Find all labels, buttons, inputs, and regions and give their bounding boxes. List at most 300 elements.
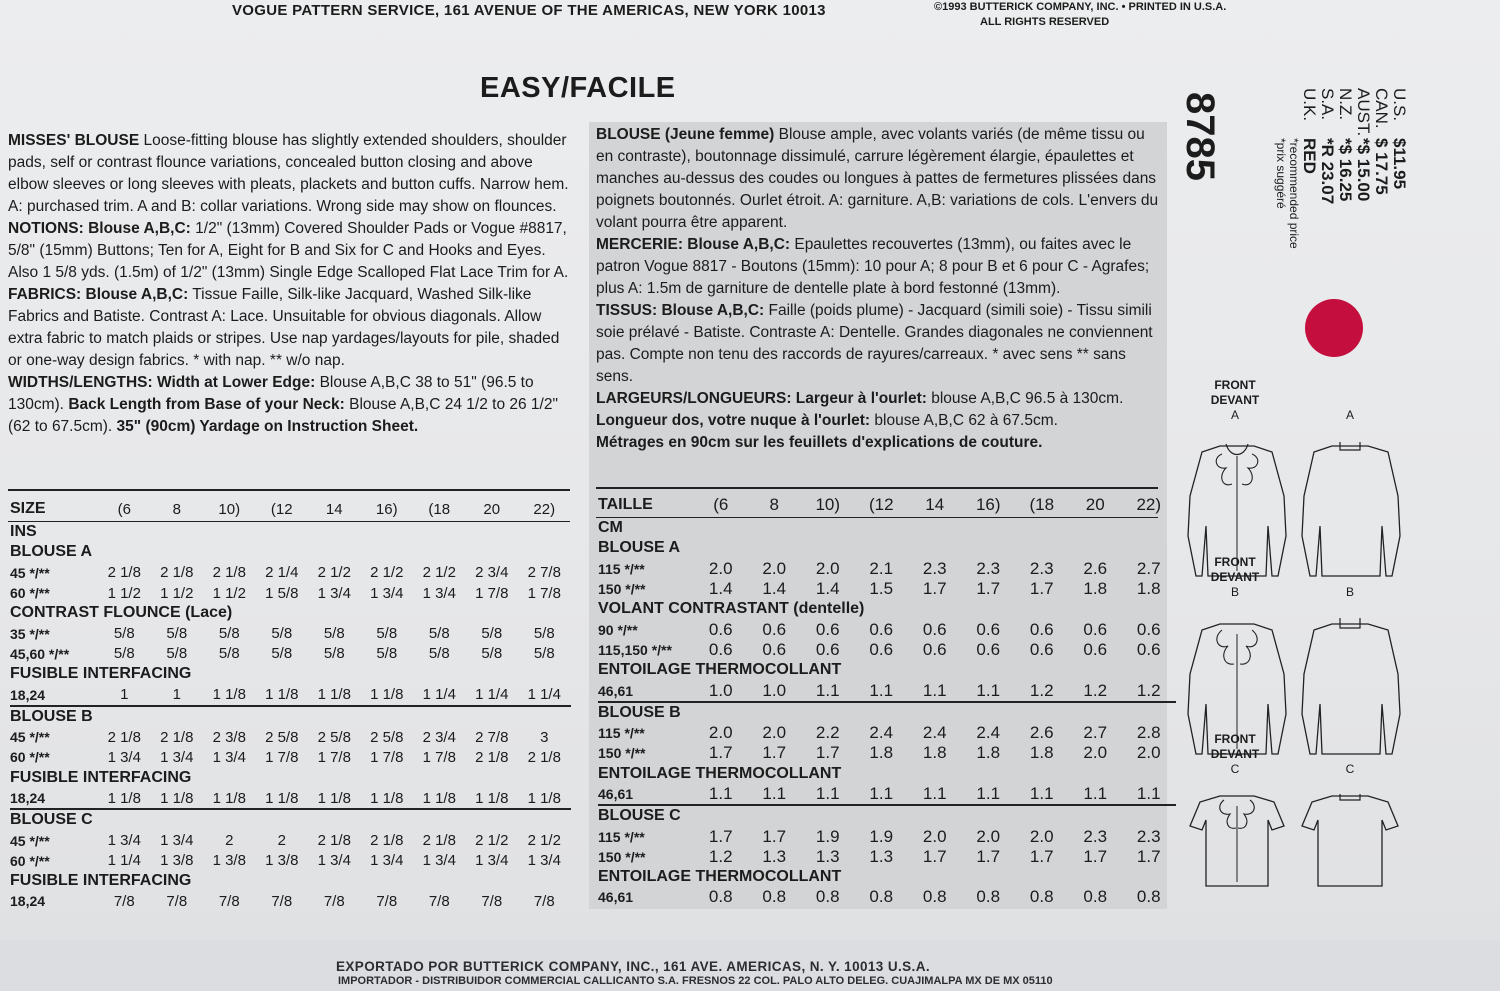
en-table-cell: 7/8	[428, 892, 450, 910]
en-table-row-label: 60 */**	[10, 852, 50, 869]
en-table-cell: 2 3/8	[212, 728, 246, 746]
fr-table-top-rule	[596, 487, 1158, 489]
en-table-section-label: BLOUSE B	[10, 706, 571, 727]
fr-table-row-label: 150 */**	[598, 745, 646, 762]
en-table-data-row	[10, 684, 571, 705]
en-table-cell: 1 1/4	[422, 686, 456, 704]
fr-table-section-row	[598, 764, 1176, 784]
en-table-size-label: SIZE	[10, 500, 46, 517]
view-c-devant-text: DEVANT	[1210, 747, 1260, 761]
fr-table-cell: 2.0	[1083, 743, 1108, 763]
en-table-cell: 7/8	[323, 892, 345, 910]
fr-table-cell: 1.8	[1029, 743, 1054, 763]
en-table-cell: 5/8	[428, 625, 450, 643]
en-table-section-label: BLOUSE A	[10, 543, 93, 561]
header-copyright	[934, 0, 1226, 30]
fr-table-cell: 1.2	[1083, 680, 1108, 700]
fr-largeurs-paragraph	[596, 388, 1162, 410]
fr-tissus-text: Faille (poids plume) - Jacquard (simili soie) - Tissu simili soie prélavé - Batiste. Contraste A: Dentelle. Grandes diagonales ne conviennent pas. Compte non tenu des raccords de rayures/carreaux. * avec sens ** sans sens.	[596, 302, 1153, 385]
fr-table-cell: 2.3	[922, 558, 947, 578]
price-can-label: CAN.	[1372, 88, 1391, 129]
en-table-cell: 1 3/4	[422, 584, 456, 602]
en-table-cell: 1 3/8	[160, 852, 194, 870]
price-uk: RED	[1300, 138, 1319, 174]
en-table-cell: 1 1/8	[527, 789, 561, 807]
en-notions-text: 1/2" (13mm) Covered Shoulder Pads or Vogue #8817, 5/8" (15mm) Buttons; Ten for A, Eight for B and Six for C and Hooks and Eyes. Also 1 5/8 yds. (1.5m) of 1/2" (13mm) Single Edge Scalloped Flat Lace Trim for A.	[8, 220, 569, 281]
view-c-front-text: FRONT	[1214, 732, 1256, 746]
fr-table-cell: 0.8	[815, 887, 840, 907]
fr-table-cell: 1.1	[815, 784, 840, 803]
en-table-cell: 2 1/8	[160, 564, 194, 582]
fr-table-cell: 2.6	[1083, 558, 1108, 578]
en-fabrics-paragraph	[8, 284, 570, 372]
fr-table-cell: 0.6	[815, 619, 840, 639]
price-uk-label: U.K.	[1300, 88, 1319, 122]
fr-table-section-row	[598, 599, 1176, 619]
en-table-cell: 5/8	[271, 625, 293, 643]
en-table-size-2: 10)	[218, 500, 241, 518]
fr-table-size-8: 22)	[1136, 495, 1162, 514]
fr-table-cell: 1.7	[1083, 846, 1108, 866]
fr-longueur-text: blouse A,B,C 62 à 67.5cm.	[870, 412, 1058, 429]
fr-table-data-row	[598, 723, 1176, 743]
fr-table-row-label: 150 */**	[598, 848, 646, 865]
fr-table-section-row	[598, 518, 1176, 538]
fr-table-cell: 1.4	[815, 579, 840, 599]
fr-table-row-label: 46,61	[598, 786, 634, 802]
en-table-section-row	[10, 664, 571, 684]
view-c-front-label	[1200, 732, 1270, 777]
en-table-data-row	[10, 830, 571, 850]
fr-table-row-label: 115 */**	[598, 725, 645, 742]
fr-table-cell: 2.3	[1083, 826, 1108, 846]
view-b-back	[1302, 618, 1400, 754]
fr-largeurs-text: blouse A,B,C 96.5 à 130cm.	[926, 390, 1124, 407]
fr-table-section-label: CM	[598, 519, 623, 537]
en-table-cell: 2 1/2	[422, 564, 456, 582]
fr-table-data-row	[598, 559, 1176, 579]
fr-table-cell: 1.3	[869, 846, 894, 866]
en-back-label: Back Length from Base of your Neck:	[68, 396, 345, 413]
fr-table-row-label: 46,61	[598, 682, 634, 699]
fr-table-cell: 1.7	[762, 826, 787, 846]
fr-table-cell: 2.0	[1136, 743, 1161, 763]
en-table-data-row	[10, 747, 571, 767]
en-table-cell: 1 7/8	[422, 748, 456, 766]
view-a-front-label	[1200, 378, 1270, 423]
en-blouse-text: Loose-fitting blouse has slightly extended shoulders, shoulder pads, self or contrast flounce variations, concealed button closing and above elbow sleeves or long sleeves with pleats, plackets and button cuffs. Narrow hem. A: purchased trim. A and B: collar variations. Wrong side may show on flounces.	[8, 132, 569, 215]
view-sketches	[1182, 376, 1422, 896]
fr-table-section-row	[598, 867, 1176, 887]
en-table-cell: 5/8	[218, 625, 240, 643]
price-can-row	[1372, 88, 1390, 249]
price-aust: *$ 15.00	[1354, 138, 1373, 202]
rights-line: ALL RIGHTS RESERVED	[980, 16, 1110, 28]
price-note-en: *recommended price	[1287, 138, 1301, 249]
french-description	[596, 124, 1162, 454]
fr-table-section-label: BLOUSE B	[598, 702, 1176, 723]
en-table-cell: 1 3/8	[212, 852, 246, 870]
en-table-cell: 1 1/8	[212, 686, 246, 704]
fr-table-cell: 1.7	[976, 579, 1001, 599]
fr-table-cell: 0.6	[1083, 619, 1108, 639]
en-notions-label: NOTIONS: Blouse A,B,C:	[8, 220, 191, 237]
en-table-cell: 1 3/4	[160, 748, 194, 766]
fr-table-cell: 1.1	[869, 680, 894, 700]
en-table-cell: 1 7/8	[265, 748, 299, 766]
en-table-cell: 5/8	[481, 645, 503, 663]
en-table-cell: 1 3/4	[317, 584, 351, 602]
en-table-row-label: 45,60 */**	[10, 645, 70, 662]
fr-table-cell: 1.1	[815, 680, 840, 700]
en-table-cell: 2	[225, 832, 234, 850]
fr-table-cell: 1.1	[708, 784, 733, 803]
en-table-cell: 1 3/8	[265, 852, 299, 870]
en-table-data-row	[10, 727, 571, 747]
en-blouse-paragraph	[8, 130, 570, 218]
fr-table-cell: 0.6	[976, 639, 1001, 659]
fr-mercerie-text: Epaulettes recouvertes (13mm), ou faites avec le patron Vogue 8817 - Boutons (15mm): 10 pour A; 8 pour B et 6 pour C - Agrafes; plus A: 1.5m de garniture de dentelle plate à bord festonné (13mm).	[596, 236, 1150, 297]
en-table-cell: 2 1/8	[527, 748, 561, 766]
en-table-cell: 2 1/2	[317, 564, 351, 582]
en-table-cell: 5/8	[113, 645, 135, 663]
en-table-section-label: FUSIBLE INTERFACING	[10, 768, 192, 786]
en-table-row-label: 45 */**	[10, 832, 50, 849]
en-table-cell: 2	[277, 832, 286, 850]
en-table-cell: 5/8	[323, 645, 345, 663]
en-table-cell: 2 1/8	[422, 832, 456, 850]
fr-longueur-label: Longueur dos, votre nuque à l'ourlet:	[596, 412, 871, 429]
en-table-row-label: 60 */**	[10, 585, 50, 602]
en-table-cell: 1 1/8	[317, 789, 351, 807]
fr-table-cell: 1.1	[922, 784, 947, 803]
en-table-cell: 1 1/8	[317, 686, 351, 704]
fr-mercerie-paragraph	[596, 234, 1162, 300]
fr-table-cell: 1.8	[976, 743, 1001, 763]
en-table-cell: 1	[172, 686, 181, 704]
en-table-cell: 2 1/8	[212, 564, 246, 582]
en-table-cell: 2 5/8	[370, 728, 404, 746]
fr-table-cell: 1.1	[976, 784, 1001, 803]
en-table-data-row	[10, 563, 571, 583]
en-table-cell: 1 1/8	[370, 686, 404, 704]
fr-blouse-text: Blouse ample, avec volants variés (de même tissu ou en contraste), boutonnage dissimulé, carrure légèrement élargie, épaulettes et manches au-dessus des coudes ou longues à pattes de fermetures plissées dans poignets boutonnés. Ourlet étroit. A: garniture. A,B: variations de cols. L'envers du volant pourra être apparent.	[596, 126, 1159, 231]
price-aust-row	[1354, 88, 1372, 249]
fr-tissus-label: TISSUS: Blouse A,B,C:	[596, 302, 765, 319]
fr-table-cell: 1.2	[708, 846, 733, 866]
en-table-size-1: 8	[172, 500, 181, 518]
en-table-section-row	[10, 768, 571, 788]
page-title: EASY/FACILE	[480, 72, 676, 104]
en-table-size-6: (18	[428, 500, 451, 518]
french-yardage-table	[598, 492, 1176, 908]
en-table-cell: 5/8	[113, 625, 135, 643]
en-table-cell: 1 7/8	[475, 584, 509, 602]
en-table-cell: 2 1/8	[317, 832, 351, 850]
en-table-data-row	[10, 851, 571, 871]
en-table-cell: 1 1/8	[370, 789, 404, 807]
en-table-section-row	[10, 603, 571, 623]
price-sa: *R 23.07	[1318, 138, 1337, 205]
fr-blouse-label: BLOUSE (Jeune femme)	[596, 126, 775, 143]
fr-table-cell: 2.4	[922, 723, 947, 743]
en-table-cell: 7/8	[481, 892, 503, 910]
price-us-label: U.S.	[1390, 88, 1409, 122]
en-widths-text: Blouse A,B,C 38 to 51" (96.5 to 130cm).	[8, 374, 534, 413]
en-table-top-rule	[8, 489, 570, 491]
fr-table-data-row	[598, 887, 1176, 907]
fr-table-cell: 1.8	[922, 743, 947, 763]
fr-table-cell: 2.0	[762, 558, 787, 578]
fr-table-cell: 2.6	[1029, 723, 1054, 743]
fr-table-section-label: BLOUSE A	[598, 539, 681, 557]
en-table-section-row	[10, 871, 571, 891]
fr-table-cell: 0.8	[869, 887, 894, 907]
en-table-cell: 5/8	[323, 625, 345, 643]
view-c-back	[1302, 794, 1398, 886]
fr-table-cell: 0.6	[1083, 639, 1108, 659]
en-table-cell: 1 3/4	[475, 852, 509, 870]
fr-table-cell: 2.0	[762, 723, 787, 743]
en-table-cell: 1 7/8	[317, 748, 351, 766]
en-table-row-label: 18,24	[10, 686, 46, 703]
fr-table-cell: 1.7	[976, 846, 1001, 866]
en-table-cell: 1 3/4	[317, 852, 351, 870]
en-table-cell: 1 1/2	[107, 584, 141, 602]
fr-table-section-label: VOLANT CONTRASTANT (dentelle)	[598, 600, 865, 618]
en-table-cell: 1 1/8	[212, 789, 246, 807]
fr-table-cell: 1.7	[762, 743, 787, 763]
en-table-cell: 1 1/4	[527, 686, 561, 704]
en-table-cell: 1 1/4	[475, 686, 509, 704]
en-table-cell: 7/8	[113, 892, 135, 910]
fr-table-cell: 2.1	[869, 558, 894, 578]
fr-table-cell: 2.0	[976, 826, 1001, 846]
fr-table-cell: 0.8	[708, 887, 733, 907]
fr-table-cell: 1.9	[869, 826, 894, 846]
en-table-cell: 1 3/4	[370, 584, 404, 602]
en-table-cell: 5/8	[376, 645, 398, 663]
fr-table-cell: 0.8	[976, 887, 1001, 907]
fr-table-row-label: 115 */**	[598, 560, 645, 577]
en-table-cell: 3	[540, 728, 549, 746]
fr-table-cell: 1.7	[708, 826, 733, 846]
fr-table-cell: 0.6	[976, 619, 1001, 639]
fr-table-cell: 0.8	[1029, 887, 1054, 907]
en-table-cell: 1 1/8	[265, 789, 299, 807]
fr-table-size-1: 8	[769, 495, 779, 514]
fr-table-cell: 0.6	[1136, 639, 1161, 659]
price-list	[1274, 88, 1408, 249]
fr-table-cell: 0.8	[1136, 887, 1161, 907]
fr-table-section-label: ENTOILAGE THERMOCOLLANT	[598, 764, 842, 782]
en-table-cell: 1 1/8	[422, 789, 456, 807]
en-table-cell: 7/8	[218, 892, 240, 910]
view-c-letter: C	[1230, 762, 1240, 776]
fr-mercerie-label: MERCERIE: Blouse A,B,C:	[596, 236, 791, 253]
en-table-cell: 1 1/8	[265, 686, 299, 704]
view-c-back-label: C	[1345, 762, 1355, 776]
fr-table-header-row	[598, 492, 1176, 518]
fr-table-cell: 1.8	[869, 743, 894, 763]
fr-table-cell: 0.6	[708, 639, 733, 659]
en-table-cell: 2 3/4	[475, 564, 509, 582]
fr-tissus-paragraph	[596, 300, 1162, 388]
fr-table-cell: 1.7	[1029, 846, 1054, 866]
en-table-size-4: 14	[325, 500, 343, 518]
fr-table-cell: 1.1	[1029, 784, 1054, 803]
en-table-section-label: BLOUSE C	[10, 809, 571, 830]
fr-table-cell: 2.3	[976, 558, 1001, 578]
fr-table-section-row	[598, 660, 1176, 680]
fr-table-cell: 0.8	[1083, 887, 1108, 907]
fr-table-cell: 2.3	[1136, 826, 1161, 846]
fr-table-cell: 1.3	[815, 846, 840, 866]
fr-table-section-label: BLOUSE C	[598, 805, 1176, 826]
view-a-front-text: FRONT	[1214, 378, 1256, 392]
en-table-row-label: 18,24	[10, 790, 46, 806]
copyright-line: ©1993 BUTTERICK COMPANY, INC. • PRINTED IN U.S.A.	[934, 1, 1227, 13]
en-table-cell: 1 3/4	[160, 832, 194, 850]
en-table-cell: 7/8	[271, 892, 293, 910]
en-table-cell: 1 5/8	[265, 584, 299, 602]
en-table-row-label: 35 */**	[10, 625, 50, 642]
fr-table-cell: 2.7	[1083, 723, 1108, 743]
en-widths-label: WIDTHS/LENGTHS: Width at Lower Edge:	[8, 374, 316, 391]
english-yardage-table	[10, 496, 571, 912]
fr-table-section-label: ENTOILAGE THERMOCOLLANT	[598, 661, 842, 679]
fr-table-row-label: 115,150 */**	[598, 641, 672, 658]
fr-table-cell: 2.3	[1029, 558, 1054, 578]
en-table-data-row	[10, 644, 571, 664]
en-table-cell: 7/8	[376, 892, 398, 910]
view-a-letter: A	[1230, 408, 1239, 422]
en-table-cell: 5/8	[533, 625, 555, 643]
en-table-cell: 2 1/8	[107, 728, 141, 746]
en-table-data-row	[10, 583, 571, 603]
fr-table-cell: 1.3	[762, 846, 787, 866]
en-table-row-label: 45 */**	[10, 729, 50, 746]
footer-export: EXPORTADO POR BUTTERICK COMPANY, INC., 161 AVE. AMERICAS, N. Y. 10013 U.S.A.	[336, 959, 931, 974]
view-b-front-label	[1200, 555, 1270, 600]
fr-table-cell: 1.1	[1083, 784, 1108, 803]
en-table-cell: 1 3/4	[107, 748, 141, 766]
fr-table-cell: 1.7	[815, 743, 840, 763]
color-dot	[1305, 299, 1363, 357]
en-table-cell: 2 5/8	[317, 728, 351, 746]
en-table-cell: 1 3/4	[422, 852, 456, 870]
en-blouse-label: MISSES' BLOUSE	[8, 132, 140, 149]
fr-table-data-row	[598, 640, 1176, 660]
fr-table-cell: 1.1	[1136, 784, 1161, 803]
en-table-cell: 1 7/8	[370, 748, 404, 766]
price-nz: *$ 16.25	[1336, 138, 1355, 202]
en-widths-paragraph	[8, 372, 570, 438]
en-table-cell: 5/8	[166, 625, 188, 643]
fr-table-cell: 0.6	[869, 619, 894, 639]
fr-table-row-label: 150 */**	[598, 581, 646, 598]
en-table-section-label: CONTRAST FLOUNCE (Lace)	[10, 604, 233, 622]
en-table-cell: 1 1/8	[475, 789, 509, 807]
fr-table-size-2: 10)	[815, 495, 841, 514]
en-table-cell: 5/8	[376, 625, 398, 643]
en-table-cell: 5/8	[533, 645, 555, 663]
fr-table-data-row	[598, 619, 1176, 639]
en-table-cell: 1 7/8	[527, 584, 561, 602]
price-can: $ 17.75	[1372, 138, 1391, 195]
fr-longueur-paragraph	[596, 410, 1162, 432]
fr-table-cell: 2.4	[976, 723, 1001, 743]
en-table-section-row	[10, 809, 571, 830]
en-table-cell: 1 3/4	[107, 832, 141, 850]
en-table-cell: 2 1/8	[370, 832, 404, 850]
fr-table-data-row	[598, 579, 1176, 599]
fr-table-cell: 0.6	[922, 619, 947, 639]
en-fabrics-label: FABRICS: Blouse A,B,C:	[8, 286, 189, 303]
fr-table-data-row	[598, 680, 1176, 701]
en-table-section-row	[10, 522, 571, 542]
fr-table-cell: 2.2	[815, 723, 840, 743]
fr-table-cell: 0.6	[815, 639, 840, 659]
fr-table-row-label: 115 */**	[598, 828, 645, 845]
pattern-number: 8785	[1178, 92, 1222, 181]
fr-table-size-0: (6	[713, 495, 729, 514]
en-table-cell: 7/8	[166, 892, 188, 910]
fr-table-cell: 0.8	[922, 887, 947, 907]
price-nz-row	[1336, 88, 1354, 249]
en-table-cell: 2 1/8	[160, 728, 194, 746]
en-table-header-row	[10, 496, 571, 522]
fr-table-cell: 1.0	[762, 680, 787, 700]
fr-table-cell: 1.7	[708, 743, 733, 763]
fr-table-data-row	[598, 847, 1176, 867]
fr-table-cell: 1.5	[869, 579, 894, 599]
fr-table-data-row	[598, 826, 1176, 846]
view-b-front-text: FRONT	[1214, 555, 1256, 569]
en-fabrics-text: Tissue Faille, Silk-like Jacquard, Washed Silk-like Fabrics and Batiste. Contrast A: Lace. Unsuitable for obvious diagonals. Allow extra fabric to match plaids or stripes. Use nap yardages/layouts for pile, shaded or one-way design fabrics. * with nap. ** w/o nap.	[8, 286, 560, 369]
en-table-cell: 1 3/4	[212, 748, 246, 766]
en-table-size-0: (6	[117, 500, 131, 518]
fr-table-size-7: 20	[1085, 495, 1105, 514]
en-table-row-label: 60 */**	[10, 749, 50, 766]
en-table-cell: 2 1/8	[475, 748, 509, 766]
en-table-cell: 2 1/2	[370, 564, 404, 582]
fr-table-cell: 1.0	[708, 680, 733, 700]
view-b-devant-text: DEVANT	[1210, 570, 1260, 584]
en-table-cell: 5/8	[218, 645, 240, 663]
en-table-cell: 1 1/2	[212, 584, 246, 602]
fr-table-cell: 1.1	[762, 784, 787, 803]
fr-table-cell: 2.0	[1029, 826, 1054, 846]
en-table-cell: 1 3/4	[370, 852, 404, 870]
fr-table-cell: 0.6	[1136, 619, 1161, 639]
fr-table-cell: 0.8	[762, 887, 787, 907]
fr-table-cell: 1.7	[922, 579, 947, 599]
fr-table-data-row	[598, 743, 1176, 763]
en-table-section-row	[10, 706, 571, 727]
view-b-letter: B	[1230, 585, 1239, 599]
en-table-cell: 2 1/2	[475, 832, 509, 850]
en-table-cell: 2 3/4	[422, 728, 456, 746]
fr-table-cell: 2.8	[1136, 723, 1161, 743]
fr-table-cell: 2.0	[815, 558, 840, 578]
en-table-cell: 1 1/8	[107, 789, 141, 807]
footer-import: IMPORTADOR - DISTRIBUIDOR COMMERCIAL CALLICANTO S.A. FRESNOS 22 COL. PALO ALTO DELEG. CUAJIMALPA MX DE MX 05110	[338, 975, 1053, 987]
fr-table-cell: 1.7	[1136, 846, 1161, 866]
english-description	[8, 130, 570, 438]
fr-table-cell: 2.4	[869, 723, 894, 743]
fr-table-cell: 0.6	[762, 639, 787, 659]
